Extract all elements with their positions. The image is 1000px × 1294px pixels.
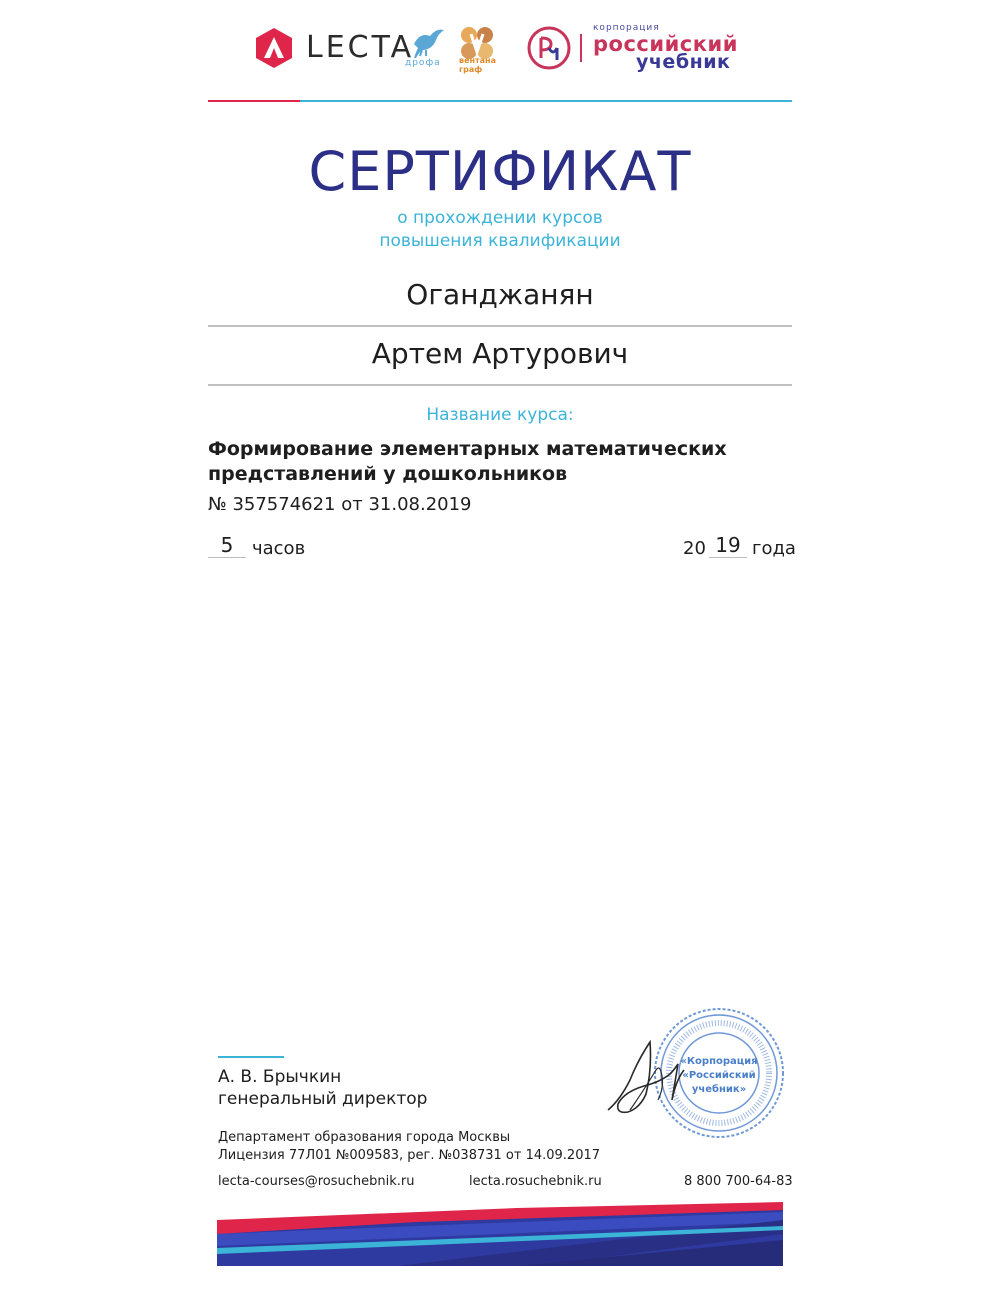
course-name-line1: Формирование элементарных математических <box>208 438 727 460</box>
rosuchebnik-logo-icon <box>527 26 571 70</box>
director-name: А. В. Брычкин <box>218 1067 342 1087</box>
drofa-logo-text: дрофа <box>405 58 441 68</box>
header-divider-red <box>208 100 300 102</box>
course-name <box>208 437 792 487</box>
surname-underline <box>208 325 792 327</box>
course-label: Название курса: <box>426 405 574 425</box>
svg-text:«Корпорация: «Корпорация <box>680 1056 758 1067</box>
contact-email: lecta-courses@rosuchebnik.ru <box>218 1174 415 1189</box>
hours-value: 5 <box>220 533 234 557</box>
department-text: Департамент образования города Москвы <box>218 1130 511 1145</box>
year-prefix: 20 <box>683 538 706 559</box>
certificate-subtitle <box>0 207 1000 253</box>
firstname-underline <box>208 384 792 386</box>
certificate-title: СЕРТИФИКАТ <box>308 140 692 203</box>
subtitle-line2: повышения квалификации <box>379 231 621 251</box>
footer-banner-graphic <box>217 1200 783 1266</box>
recipient-first-patronymic: Артем Артурович <box>371 337 629 370</box>
corp-small-caption: корпорация <box>593 23 660 33</box>
contact-website: lecta.rosuchebnik.ru <box>469 1174 602 1189</box>
subtitle-line1: о прохождении курсов <box>397 208 603 228</box>
hours-underline <box>208 557 246 558</box>
director-title: генеральный директор <box>218 1089 428 1109</box>
corp-name-line1: российский <box>593 32 738 56</box>
svg-text:«Российский: «Российский <box>682 1070 756 1081</box>
logo-separator <box>580 34 582 62</box>
year-value: 19 <box>715 533 741 557</box>
lecta-logo-text: LECTA <box>306 30 415 65</box>
recipient-surname: Оганджанян <box>406 278 594 311</box>
director-signature-icon <box>600 1030 690 1120</box>
hours-label: часов <box>252 538 306 559</box>
contact-phone: 8 800 700-64-83 <box>684 1174 793 1189</box>
certificate-number: № 357574621 от 31.08.2019 <box>208 494 472 515</box>
lecta-logo-icon <box>254 27 294 69</box>
header-divider-blue <box>300 100 792 102</box>
license-text: Лицензия 77Л01 №009583, рег. №038731 от 14.09.2017 <box>218 1148 601 1163</box>
signature-accent-line <box>218 1056 284 1058</box>
year-underline <box>709 557 747 558</box>
ventana-graf-logo-text: вентана граф <box>459 56 496 74</box>
ventana-graf-logo-icon <box>460 26 494 60</box>
corp-name-line2: учебник <box>636 51 731 73</box>
year-label: года <box>752 538 796 559</box>
svg-text:учебник»: учебник» <box>691 1084 747 1095</box>
course-name-line2: представлений у дошкольников <box>208 463 568 485</box>
